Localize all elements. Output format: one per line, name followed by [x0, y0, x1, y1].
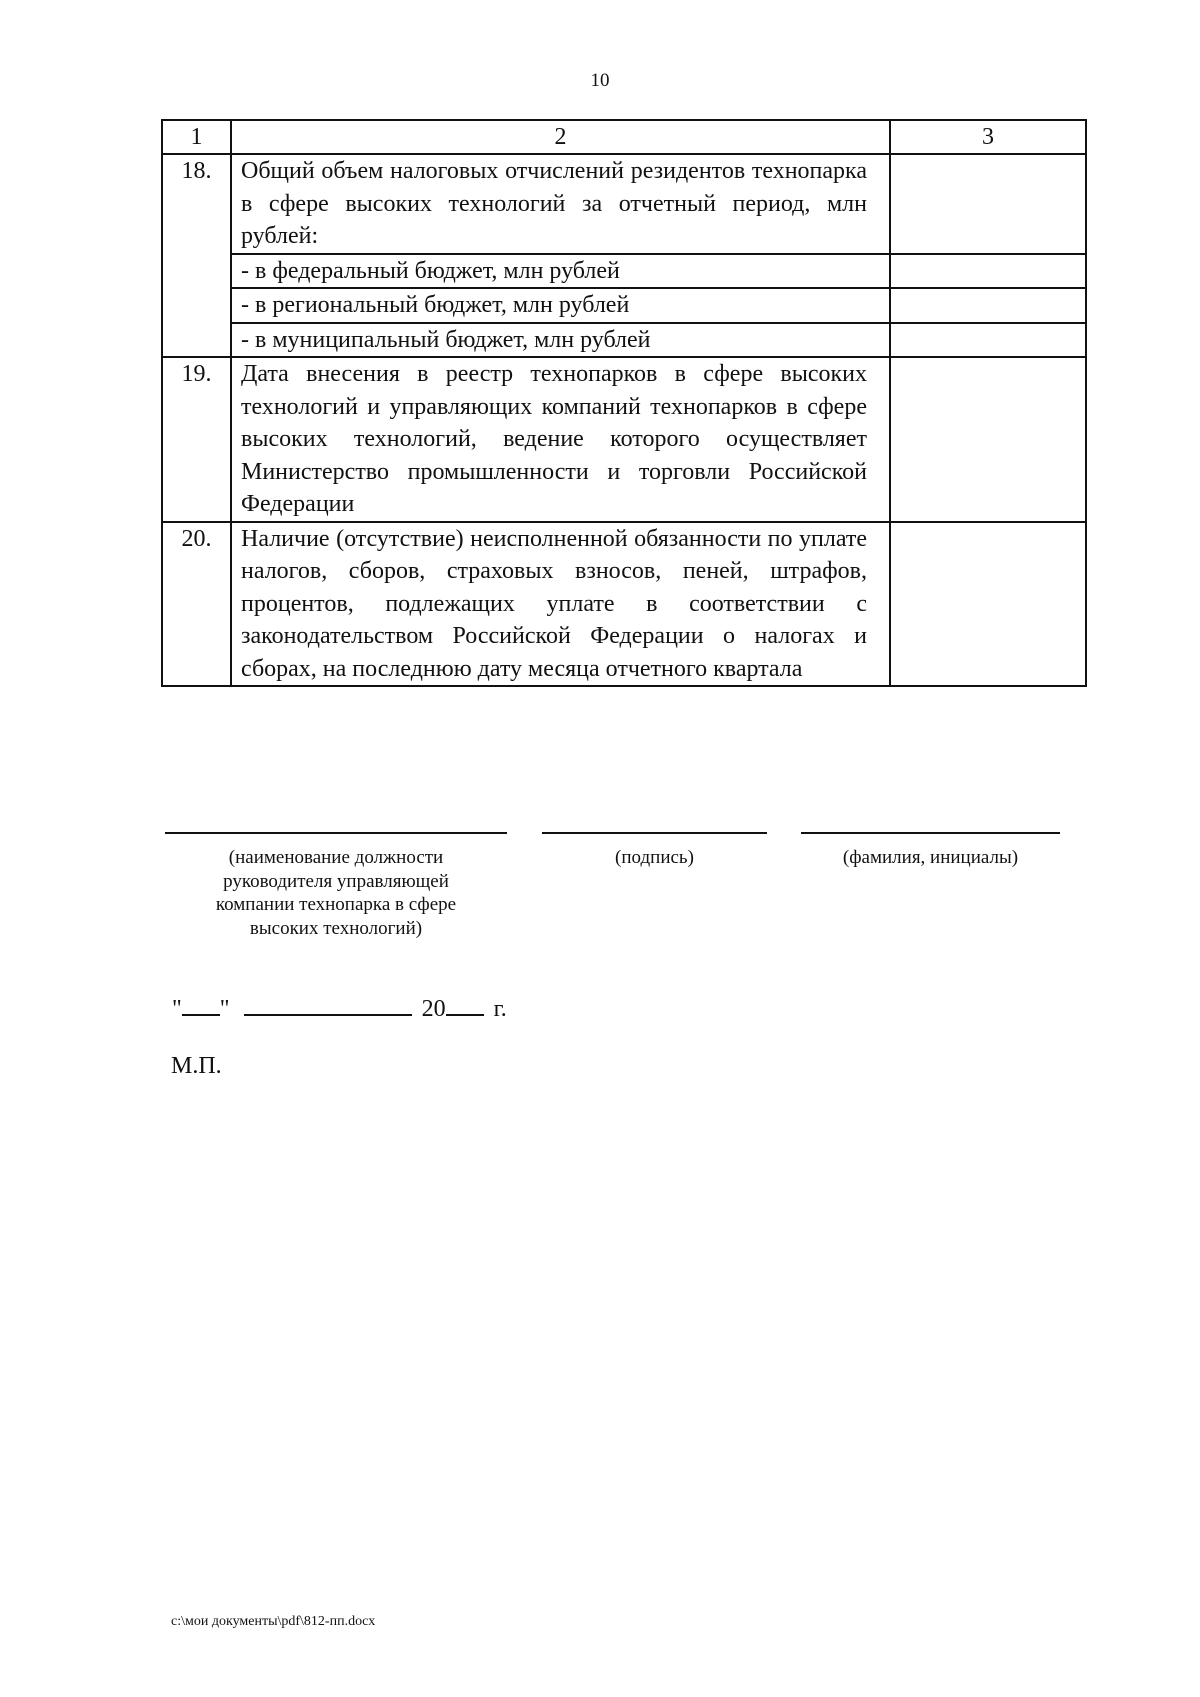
column-header-1: 1 — [162, 120, 231, 154]
table-row-18 — [162, 154, 1086, 254]
subrow-federal-budget: - в федеральный бюджет, млн рублей — [241, 257, 620, 284]
value-cell-municipal — [890, 323, 1086, 358]
table-row-20 — [162, 522, 1086, 687]
value-cell-20 — [890, 522, 1086, 687]
value-cell-18 — [890, 154, 1086, 254]
subrow-municipal-budget: - в муниципальный бюджет, млн рублей — [241, 326, 651, 353]
position-caption: (наименование должности руководителя управляющей компании технопарка в сфере высоких технологий) — [215, 847, 457, 939]
subrow-text-cell-regional — [231, 288, 890, 323]
column-header-3: 3 — [890, 120, 1086, 154]
value-cell-19 — [890, 357, 1086, 522]
signature-line — [542, 832, 767, 834]
column-header-2: 2 — [231, 120, 890, 154]
signature-caption: (подпись) — [615, 847, 694, 868]
year-prefix: 20 — [421, 996, 446, 1022]
row-text-18: Общий объем налоговых отчислений резидентов технопарка в сфере высоких технологий за отчетный период, млн рублей: — [241, 158, 867, 249]
row-text-19: Дата внесения в реестр технопарков в сфере высоких технологий и управляющих компаний технопарков в сфере высоких технологий, ведение которого осуществляет Министерство промышленности и торговли Российской Федерации — [241, 361, 867, 517]
month-blank — [244, 990, 412, 1016]
value-cell-federal — [890, 254, 1086, 289]
name-caption: (фамилия, инициалы) — [842, 847, 1019, 868]
row-number-19: 19. — [162, 357, 231, 522]
row-text-cell-20 — [231, 522, 890, 687]
row-text-20: Наличие (отсутствие) неисполненной обязанности по уплате налогов, сборов, страховых взносов, пеней, штрафов, процентов, подлежащих уплате в соответствии с законодательством Российской Федерации о налогах и сборах, на последнюю дату месяца отчетного квартала — [241, 525, 867, 682]
report-table — [161, 119, 1087, 687]
footer-file-path: c:\мои документы\pdf\812-пп.docx — [171, 1614, 376, 1629]
value-cell-regional — [890, 288, 1086, 323]
row-number-20: 20. — [162, 522, 231, 687]
table-subrow-18-municipal — [162, 323, 1086, 358]
table-header-row — [162, 120, 1086, 154]
date-close-quote: " — [219, 996, 230, 1022]
subrow-text-cell-federal — [231, 254, 890, 289]
row-text-cell-18 — [231, 154, 890, 254]
row-number-18: 18. — [162, 154, 231, 357]
page-number: 10 — [590, 70, 610, 91]
name-signature-line — [801, 832, 1060, 834]
date-open-quote: " — [172, 996, 182, 1022]
year-suffix: г. — [493, 996, 507, 1022]
year-blank — [446, 990, 484, 1016]
day-blank — [182, 990, 220, 1016]
subrow-text-cell-municipal — [231, 323, 890, 358]
stamp-placeholder: М.П. — [171, 1053, 222, 1079]
table-row-19 — [162, 357, 1086, 522]
subrow-regional-budget: - в региональный бюджет, млн рублей — [241, 292, 630, 318]
table-subrow-18-federal — [162, 254, 1086, 289]
position-signature-line — [165, 832, 507, 834]
date-line — [172, 990, 507, 1023]
row-text-cell-19 — [231, 357, 890, 522]
table-subrow-18-regional — [162, 288, 1086, 323]
